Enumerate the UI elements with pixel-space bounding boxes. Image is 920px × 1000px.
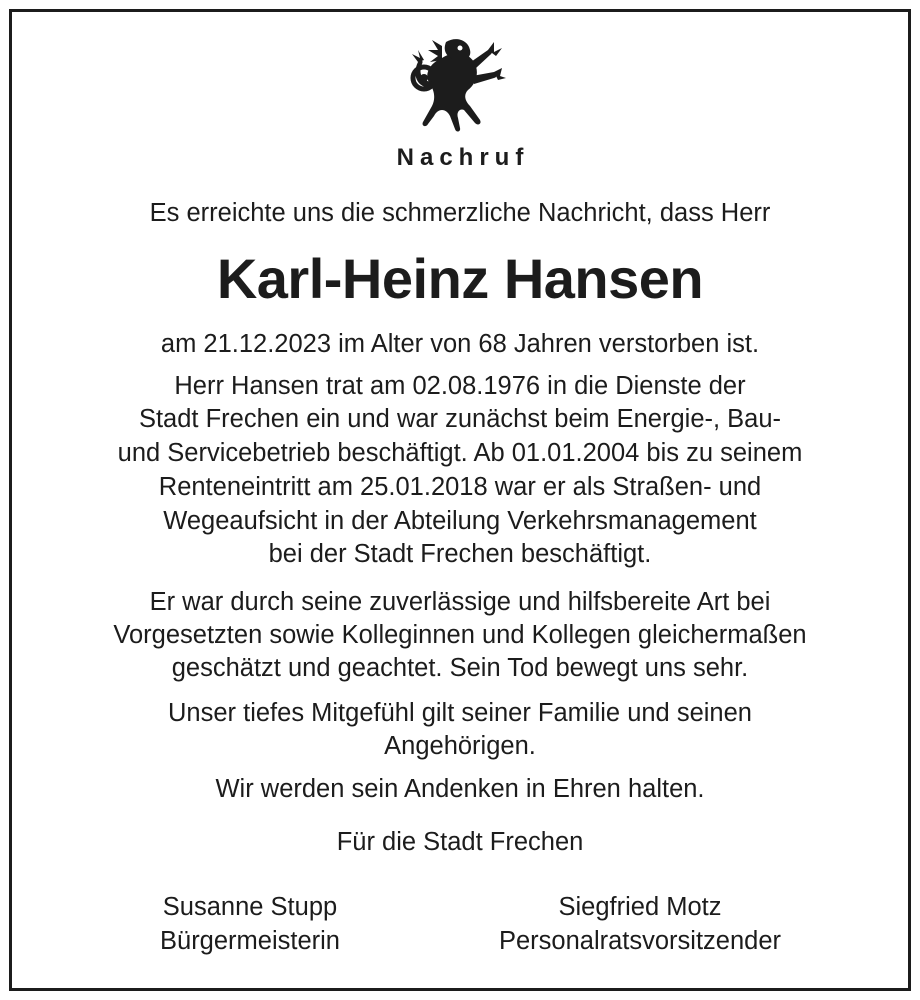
signatory-name: Siegfried Motz — [558, 893, 722, 921]
signatory-name: Susanne Stupp — [162, 893, 338, 921]
appreciation-line: Er war durch seine zuverlässige und hilfsbereite Art bei — [149, 588, 771, 616]
condolence-line: Unser tiefes Mitgefühl gilt seiner Familie und seinen — [168, 699, 752, 727]
career-line: bei der Stadt Frechen beschäftigt. — [268, 540, 652, 568]
career-line: Renteneintritt am 25.01.2018 war er als Straßen- und — [158, 473, 762, 501]
signatory-left — [100, 890, 400, 958]
notice-heading: Nachruf — [396, 144, 530, 171]
intro-text: Es erreichte uns die schmerzliche Nachricht, dass Herr — [149, 199, 771, 227]
condolence-line: Angehörigen. — [384, 732, 536, 760]
career-line: Wegeaufsicht in der Abteilung Verkehrsmanagement — [163, 507, 757, 535]
remembrance-text: Wir werden sein Andenken in Ehren halten. — [215, 775, 705, 803]
career-line: Herr Hansen trat am 02.08.1976 in die Dienste der — [174, 372, 746, 400]
deceased-name: Karl-Heinz Hansen — [216, 247, 704, 310]
appreciation-line: Vorgesetzten sowie Kolleginnen und Kollegen gleichermaßen — [113, 621, 807, 649]
signatory-role: Personalratsvorsitzender — [498, 927, 782, 955]
death-date-text: am 21.12.2023 im Alter von 68 Jahren verstorben ist. — [160, 330, 760, 358]
signatory-role: Bürgermeisterin — [160, 927, 340, 955]
signatory-right — [450, 890, 830, 958]
career-line: und Servicebetrieb beschäftigt. Ab 01.01.2004 bis zu seinem — [117, 439, 803, 467]
on-behalf-text: Für die Stadt Frechen — [336, 828, 584, 856]
lion-rampant-icon — [402, 28, 518, 144]
career-line: Stadt Frechen ein und war zunächst beim Energie-, Bau- — [138, 405, 782, 433]
appreciation-line: geschätzt und geachtet. Sein Tod bewegt uns sehr. — [171, 654, 749, 682]
